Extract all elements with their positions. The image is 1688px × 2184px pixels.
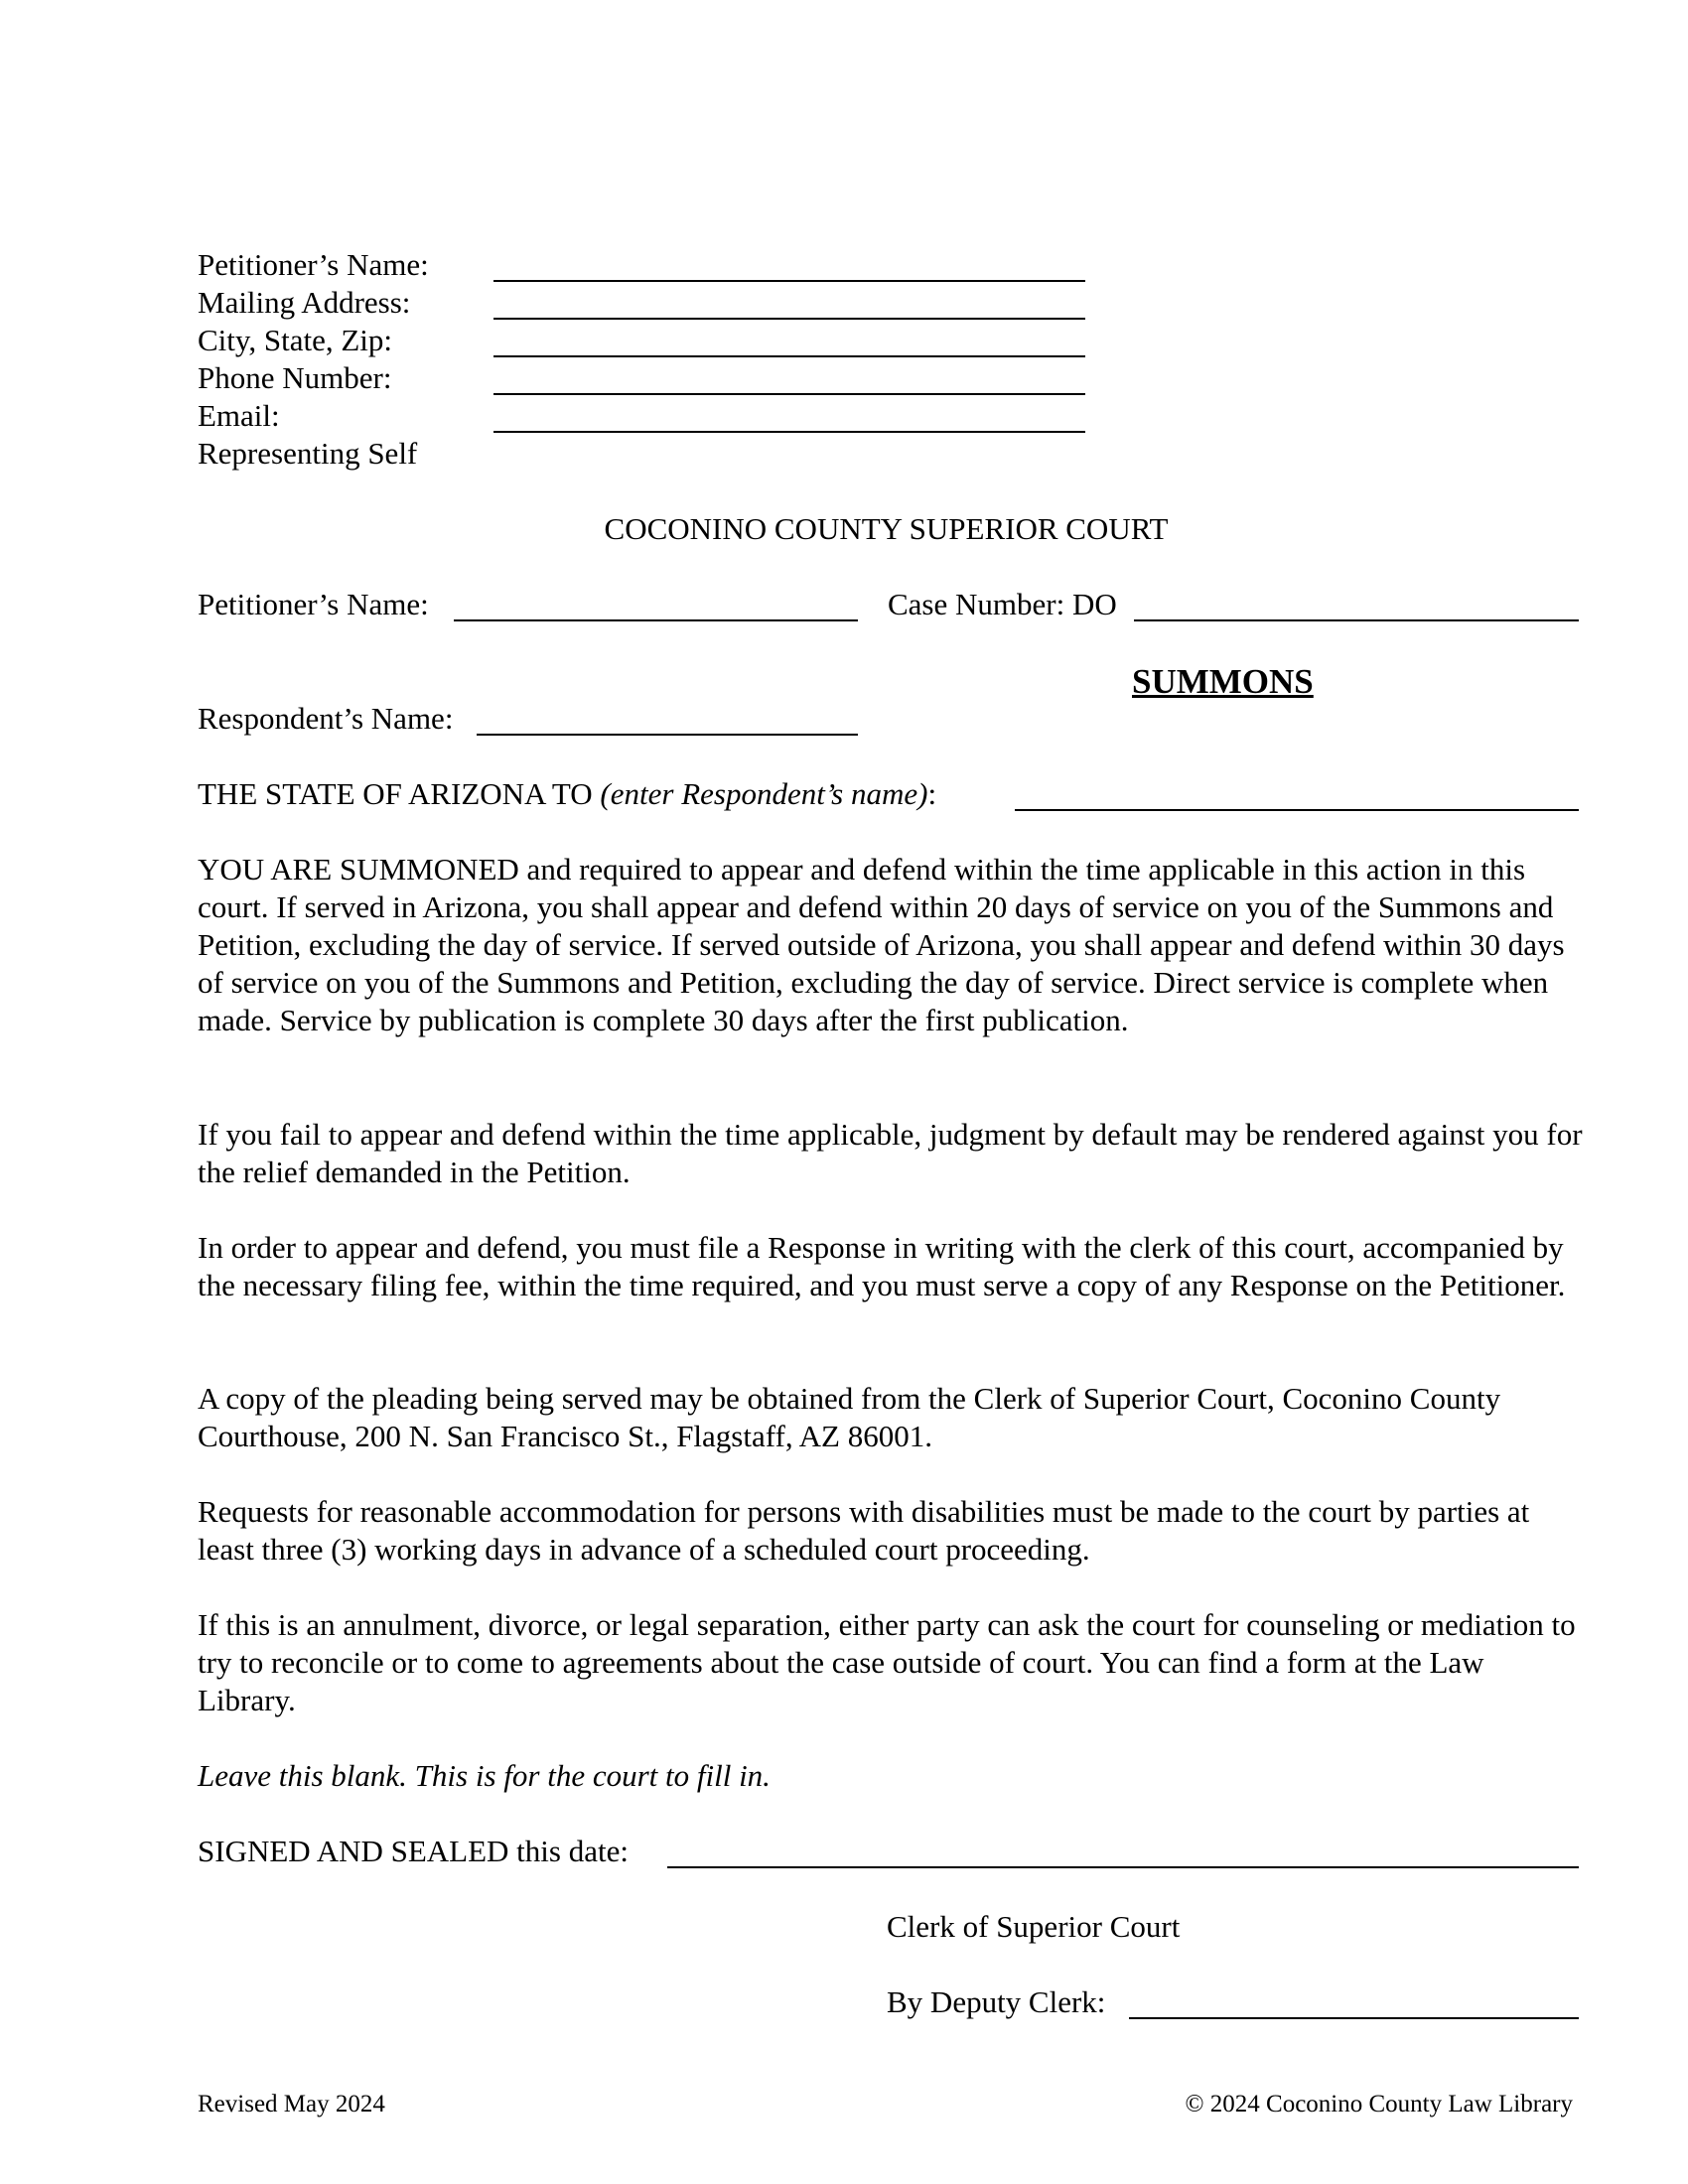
deputy-clerk-label: By Deputy Clerk:: [887, 1984, 1106, 2019]
respondent-addressee-field[interactable]: [1015, 809, 1579, 811]
state-to-suffix: :: [927, 776, 937, 811]
petitioner-name-label: Petitioner’s Name:: [198, 247, 429, 282]
city-state-zip-field[interactable]: [493, 355, 1085, 357]
email-label: Email:: [198, 398, 280, 433]
mailing-address-label: Mailing Address:: [198, 285, 411, 320]
petitioner-name-field[interactable]: [493, 280, 1085, 282]
default-judgment-paragraph: If you fail to appear and defend within the time applicable, judgment by default may be rendered against you for the relief demanded in the Petition.: [198, 1117, 1583, 1189]
accommodation-paragraph: Requests for reasonable accommodation for persons with disabilities must be made to the court by parties at least three (3) working days in advance of a scheduled court proceeding.: [198, 1494, 1530, 1567]
representing-self: Representing Self: [198, 436, 418, 471]
clerk-title: Clerk of Superior Court: [887, 1909, 1181, 1944]
signed-sealed-label: SIGNED AND SEALED this date:: [198, 1834, 629, 1868]
court-note: Leave this blank. This is for the court to fill in.: [198, 1758, 771, 1793]
respondent-name-field[interactable]: [477, 734, 858, 736]
mailing-address-field[interactable]: [493, 318, 1085, 320]
state-to-instruction: (enter Respondent’s name): [600, 776, 928, 811]
signed-date-field[interactable]: [667, 1866, 1579, 1868]
email-field[interactable]: [493, 431, 1085, 433]
response-paragraph: In order to appear and defend, you must file a Response in writing with the clerk of this court, accompanied by the necessary filing fee, within the time required, and you must serve a copy of any Response on the Petitioner.: [198, 1230, 1566, 1302]
caption-petitioner-field[interactable]: [454, 619, 858, 621]
copyright: © 2024 Coconino County Law Library: [1185, 2091, 1573, 2117]
summons-paragraph: YOU ARE SUMMONED and required to appear and defend within the time applicable in this action in this court. If served in Arizona, you shall appear and defend within 20 days of service on you of the Summons and Petition, excluding the day of service. If served outside of Arizona, you shall appear and defend within 30 days of service on you of the Summons and Petition, excluding the day of service. Direct service is complete when made. Service by publication is complete 30 days after the first publication.: [198, 852, 1565, 1037]
city-state-zip-label: City, State, Zip:: [198, 323, 393, 357]
phone-number-field[interactable]: [493, 393, 1085, 395]
case-number-label: Case Number: DO: [888, 587, 1117, 621]
counseling-paragraph: If this is an annulment, divorce, or legal separation, either party can ask the court for counseling or mediation to try to reconcile or to come to agreements about the case outside of court. You can find a form at the Law Library.: [198, 1607, 1576, 1717]
phone-number-label: Phone Number:: [198, 360, 392, 395]
state-to-line: [198, 775, 936, 813]
court-name: COCONINO COUNTY SUPERIOR COURT: [604, 511, 1169, 546]
state-to-prefix: THE STATE OF ARIZONA TO: [198, 776, 601, 811]
deputy-clerk-field[interactable]: [1129, 2017, 1579, 2019]
document-title: SUMMONS: [1132, 662, 1314, 701]
revised-date: Revised May 2024: [198, 2091, 385, 2117]
pleading-copy-paragraph: A copy of the pleading being served may be obtained from the Clerk of Superior Court, Coconino County Courthouse, 200 N. San Francisco St., Flagstaff, AZ 86001.: [198, 1381, 1501, 1453]
case-number-field[interactable]: [1134, 619, 1579, 621]
respondent-name-label: Respondent’s Name:: [198, 701, 454, 736]
caption-petitioner-label: Petitioner’s Name:: [198, 587, 429, 621]
